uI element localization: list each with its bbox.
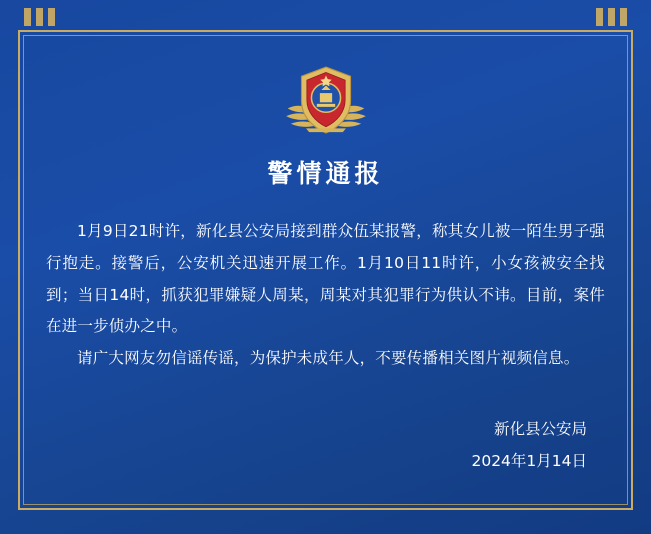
- signature-date: 2024年1月14日: [471, 452, 587, 471]
- ornament-bar: [608, 8, 615, 26]
- ornament-bar: [48, 8, 55, 26]
- emblem-container: [46, 64, 605, 136]
- ornament-bar: [620, 8, 627, 26]
- notice-paragraph-2: 请广大网友勿信谣传谣，为保护未成年人，不要传播相关图片视频信息。: [77, 349, 580, 368]
- signature-block: [46, 413, 605, 478]
- corner-ornament-top-left: [24, 8, 55, 26]
- signature-organization: 新化县公安局: [493, 419, 587, 438]
- page-title: 警情通报: [267, 159, 384, 188]
- notice-content: [46, 52, 605, 494]
- ornament-bar: [36, 8, 43, 26]
- corner-ornament-top-right: [596, 8, 627, 26]
- police-emblem-icon: [280, 64, 372, 136]
- ornament-bar: [24, 8, 31, 26]
- notice-body: [46, 216, 605, 375]
- notice-paragraph-1: 1月9日21时许，新化县公安局接到群众伍某报警，称其女儿被一陌生男子强行抱走。接警后，公安机关迅速开展工作。1月10日11时许，小女孩被安全找到；当日14时，抓获犯罪嫌疑人周某，周某对其犯罪行为供认不讳。目前，案件在进一步侦办之中。: [46, 222, 605, 336]
- ornament-bar: [596, 8, 603, 26]
